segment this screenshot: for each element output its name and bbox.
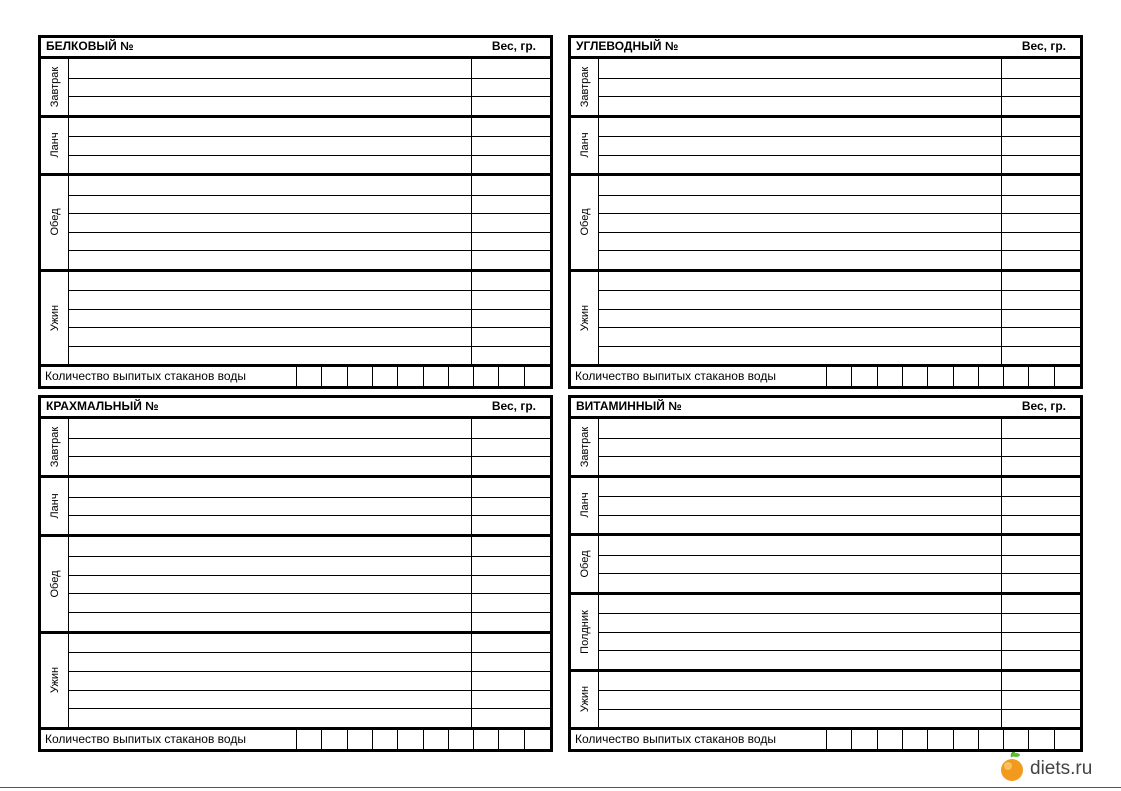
water-glass-checkbox[interactable] xyxy=(978,367,979,386)
water-glass-checkbox[interactable] xyxy=(978,730,979,749)
entry-row-line[interactable] xyxy=(69,290,550,291)
meal-label: Ланч xyxy=(578,492,591,518)
water-glass-checkbox[interactable] xyxy=(448,730,449,749)
entry-row-line[interactable] xyxy=(599,456,1080,457)
water-glass-checkbox[interactable] xyxy=(1028,730,1029,749)
weight-column-divider xyxy=(1001,595,1002,669)
entry-row-line[interactable] xyxy=(69,155,550,156)
entry-row-line[interactable] xyxy=(69,309,550,310)
entry-row-line[interactable] xyxy=(69,78,550,79)
weight-column-divider xyxy=(1001,672,1002,728)
water-glass-checkbox[interactable] xyxy=(296,730,297,749)
water-tracker-row xyxy=(41,367,550,386)
meal-label-column xyxy=(571,59,599,115)
card-header xyxy=(41,38,550,59)
meal-label-column xyxy=(571,672,599,728)
entry-row-line[interactable] xyxy=(69,327,550,328)
meal-section xyxy=(41,272,550,368)
meal-label-column xyxy=(571,536,599,592)
meal-label: Ланч xyxy=(48,132,61,158)
water-glass-checkbox[interactable] xyxy=(321,730,322,749)
entry-row-line[interactable] xyxy=(69,346,550,347)
card-header xyxy=(571,38,1080,59)
water-glass-checkbox[interactable] xyxy=(397,730,398,749)
card-header xyxy=(41,398,550,419)
entry-row-line[interactable] xyxy=(599,690,1080,691)
weight-column-divider xyxy=(471,419,472,475)
meal-label: Ужин xyxy=(48,667,61,694)
apple-icon xyxy=(997,752,1027,784)
meal-label-column xyxy=(571,478,599,534)
water-glass-checkbox[interactable] xyxy=(826,730,827,749)
weight-column-divider xyxy=(1001,478,1002,534)
entry-row-line[interactable] xyxy=(69,232,550,233)
meal-label: Завтрак xyxy=(578,426,591,467)
entry-row-line[interactable] xyxy=(69,195,550,196)
weight-column-divider xyxy=(471,118,472,174)
meal-label-column xyxy=(571,419,599,475)
entry-row-line[interactable] xyxy=(599,573,1080,574)
meal-label: Завтрак xyxy=(578,66,591,107)
meal-label-column xyxy=(41,118,69,174)
water-glass-checkbox[interactable] xyxy=(826,367,827,386)
weight-column-divider xyxy=(471,272,472,365)
weight-column-divider xyxy=(1001,536,1002,592)
water-glass-checkbox[interactable] xyxy=(1003,730,1004,749)
card-title: КРАХМАЛЬНЫЙ № xyxy=(46,399,159,413)
meal-section xyxy=(571,672,1080,731)
entry-row-line[interactable] xyxy=(599,632,1080,633)
card-header xyxy=(571,398,1080,419)
meal-label-column xyxy=(41,272,69,365)
water-glass-checkbox[interactable] xyxy=(372,367,373,386)
meal-label: Полдник xyxy=(578,609,591,654)
water-glass-checkbox[interactable] xyxy=(877,367,878,386)
weight-column-divider xyxy=(1001,272,1002,365)
entry-row-line[interactable] xyxy=(599,709,1080,710)
meal-label-column xyxy=(571,176,599,269)
water-glass-checkbox[interactable] xyxy=(473,367,474,386)
entry-row-line[interactable] xyxy=(599,309,1080,310)
water-glass-checkbox[interactable] xyxy=(1003,367,1004,386)
meal-section xyxy=(41,176,550,272)
entry-row-line[interactable] xyxy=(599,496,1080,497)
entry-row-line[interactable] xyxy=(69,213,550,214)
water-glass-checkbox[interactable] xyxy=(321,367,322,386)
water-glass-checkbox[interactable] xyxy=(448,367,449,386)
entry-row-line[interactable] xyxy=(599,78,1080,79)
water-tracker-row xyxy=(571,730,1080,749)
entry-row-line[interactable] xyxy=(69,593,550,594)
entry-row-line[interactable] xyxy=(69,497,550,498)
entry-row-line[interactable] xyxy=(69,652,550,653)
meal-label: Завтрак xyxy=(48,66,61,107)
weight-column-header: Вес, гр. xyxy=(1021,399,1066,413)
entry-row-line[interactable] xyxy=(599,232,1080,233)
page-bottom-rule xyxy=(0,787,1121,788)
water-glass-checkbox[interactable] xyxy=(296,367,297,386)
meal-section xyxy=(571,478,1080,537)
card-title: УГЛЕВОДНЫЙ № xyxy=(576,39,679,53)
weight-column-divider xyxy=(1001,176,1002,269)
entry-row-line[interactable] xyxy=(69,136,550,137)
meal-section xyxy=(41,118,550,177)
water-tracker-label: Количество выпитых стаканов воды xyxy=(575,369,776,383)
meal-label: Завтрак xyxy=(48,426,61,468)
card-title: ВИТАМИННЫЙ № xyxy=(576,399,682,413)
entry-row-line[interactable] xyxy=(69,612,550,613)
meal-section xyxy=(41,537,550,633)
water-glass-checkbox[interactable] xyxy=(877,730,878,749)
site-logo[interactable] xyxy=(997,752,1093,784)
entry-row-line[interactable] xyxy=(599,613,1080,614)
meal-label: Обед xyxy=(578,550,591,578)
meal-section xyxy=(41,478,550,537)
entry-row-line[interactable] xyxy=(599,438,1080,439)
weight-column-divider xyxy=(1001,59,1002,115)
weight-column-divider xyxy=(1001,118,1002,174)
meal-section xyxy=(571,272,1080,368)
meal-section xyxy=(571,536,1080,595)
entry-row-line[interactable] xyxy=(69,96,550,97)
diary-card xyxy=(38,35,553,389)
water-glass-checkbox[interactable] xyxy=(1028,367,1029,386)
meal-label: Обед xyxy=(578,208,591,236)
entry-row-line[interactable] xyxy=(69,556,550,557)
meal-label: Ланч xyxy=(578,132,591,158)
water-glass-checkbox[interactable] xyxy=(1054,730,1055,749)
diary-card xyxy=(568,35,1083,389)
water-glass-checkbox[interactable] xyxy=(397,367,398,386)
entry-row-line[interactable] xyxy=(599,250,1080,251)
meal-label: Ужин xyxy=(48,304,61,331)
water-glass-checkbox[interactable] xyxy=(524,367,525,386)
water-glass-checkbox[interactable] xyxy=(473,730,474,749)
weight-column-divider xyxy=(471,634,472,727)
diary-card xyxy=(568,395,1083,752)
water-glass-checkbox[interactable] xyxy=(851,730,852,749)
water-glass-checkbox[interactable] xyxy=(953,367,954,386)
entry-row-line[interactable] xyxy=(69,575,550,576)
water-glass-checkbox[interactable] xyxy=(1054,367,1055,386)
entry-row-line[interactable] xyxy=(599,555,1080,556)
weight-column-header: Вес, гр. xyxy=(491,39,536,53)
water-glass-checkbox[interactable] xyxy=(927,367,928,386)
weight-column-header: Вес, гр. xyxy=(1021,39,1066,53)
entry-row-line[interactable] xyxy=(599,290,1080,291)
meal-section xyxy=(41,634,550,730)
entry-row-line[interactable] xyxy=(69,438,550,439)
water-glass-checkbox[interactable] xyxy=(524,730,525,749)
water-glass-checkbox[interactable] xyxy=(851,367,852,386)
weight-column-divider xyxy=(471,478,472,534)
water-glass-checkbox[interactable] xyxy=(423,730,424,749)
water-tracker-label: Количество выпитых стаканов воды xyxy=(45,732,246,746)
meal-label: Ужин xyxy=(578,304,591,331)
entry-row-line[interactable] xyxy=(599,96,1080,97)
weight-column-divider xyxy=(471,59,472,115)
meal-section xyxy=(571,595,1080,672)
water-glass-checkbox[interactable] xyxy=(953,730,954,749)
water-tracker-label: Количество выпитых стаканов воды xyxy=(45,369,246,383)
weight-column-divider xyxy=(1001,419,1002,475)
meal-label: Ужин xyxy=(578,686,591,713)
water-tracker-row xyxy=(571,367,1080,386)
meal-label: Обед xyxy=(48,208,61,236)
water-glass-checkbox[interactable] xyxy=(902,730,903,749)
entry-row-line[interactable] xyxy=(69,456,550,457)
entry-row-line[interactable] xyxy=(599,195,1080,196)
entry-row-line[interactable] xyxy=(599,650,1080,651)
meal-label-column xyxy=(41,537,69,630)
entry-row-line[interactable] xyxy=(599,213,1080,214)
diary-card xyxy=(38,395,553,752)
entry-row-line[interactable] xyxy=(69,515,550,516)
meal-label-column xyxy=(41,59,69,115)
meal-section xyxy=(571,419,1080,478)
water-tracker-label: Количество выпитых стаканов воды xyxy=(575,732,776,746)
meal-section xyxy=(571,59,1080,118)
meal-label-column xyxy=(41,634,69,727)
meal-section xyxy=(41,419,550,478)
meal-label-column xyxy=(41,478,69,534)
meal-label-column xyxy=(41,419,69,475)
entry-row-line[interactable] xyxy=(599,515,1080,516)
water-glass-checkbox[interactable] xyxy=(347,367,348,386)
water-glass-checkbox[interactable] xyxy=(372,730,373,749)
weight-column-header: Вес, гр. xyxy=(491,399,536,413)
logo-text: diets.ru xyxy=(1030,758,1093,779)
water-glass-checkbox[interactable] xyxy=(347,730,348,749)
entry-row-line[interactable] xyxy=(599,346,1080,347)
water-glass-checkbox[interactable] xyxy=(902,367,903,386)
weight-column-divider xyxy=(471,176,472,269)
water-tracker-row xyxy=(41,730,550,749)
entry-row-line[interactable] xyxy=(599,327,1080,328)
entry-row-line[interactable] xyxy=(69,708,550,709)
entry-row-line[interactable] xyxy=(69,671,550,672)
meal-label-column xyxy=(41,176,69,269)
meal-label-column xyxy=(571,272,599,365)
entry-row-line[interactable] xyxy=(599,136,1080,137)
meal-label: Ланч xyxy=(48,493,61,519)
water-glass-checkbox[interactable] xyxy=(927,730,928,749)
water-glass-checkbox[interactable] xyxy=(498,367,499,386)
water-glass-checkbox[interactable] xyxy=(423,367,424,386)
entry-row-line[interactable] xyxy=(69,690,550,691)
meal-section xyxy=(571,176,1080,272)
meal-section xyxy=(571,118,1080,177)
meal-section xyxy=(41,59,550,118)
entry-row-line[interactable] xyxy=(69,250,550,251)
weight-column-divider xyxy=(471,537,472,630)
meal-label: Обед xyxy=(48,570,61,598)
water-glass-checkbox[interactable] xyxy=(498,730,499,749)
card-title: БЕЛКОВЫЙ № xyxy=(46,39,134,53)
entry-row-line[interactable] xyxy=(599,155,1080,156)
meal-label-column xyxy=(571,595,599,669)
meal-label-column xyxy=(571,118,599,174)
